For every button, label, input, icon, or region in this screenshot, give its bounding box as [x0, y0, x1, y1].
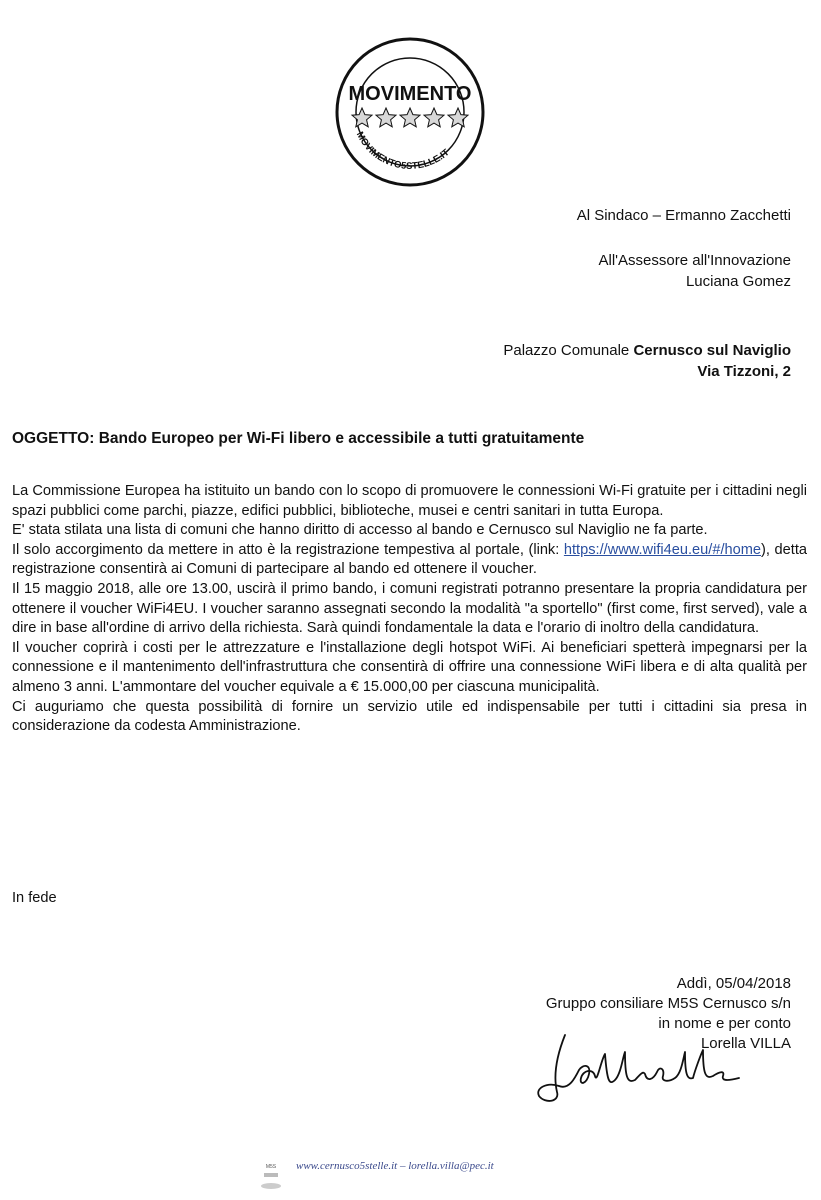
- recipient-assessor: [599, 250, 792, 292]
- svg-text:M5S: M5S: [265, 1164, 277, 1170]
- body-paragraph-6: Ci auguriamo che questa possibilità di fornire un servizio utile ed indispensabile per tutti i cittadini sia presa in considerazione da codesta Amministrazione.: [12, 698, 807, 735]
- recipient-line-2: All'Assessore all'Innovazione: [598, 252, 791, 269]
- recipient-mayor: [577, 205, 791, 226]
- recipient-address: [503, 340, 791, 382]
- role-line: in nome e per conto: [658, 1015, 791, 1032]
- body-paragraph-1: La Commissione Europea ha istituito un bando con lo scopo di promuovere le connessioni Wi-Fi gratuite per i cittadini negli spazi pubblici come parchi, piazze, edifici pubblici, biblioteche, musei e centri sanitari in tutta Europa.: [12, 483, 807, 519]
- body-paragraph-2: E' stata stilata una lista di comuni che hanno diritto di accesso al bando e Cernusco sul Naviglio ne fa parte.: [12, 522, 708, 539]
- date-line: Addì, 05/04/2018: [676, 975, 791, 992]
- m5s-logo-icon: [334, 36, 486, 188]
- letter-body: [12, 482, 807, 737]
- recipient-line-3: Luciana Gomez: [685, 273, 791, 290]
- footer-contacts: www.cernusco5stelle.it – lorella.villa@pec.it: [296, 1160, 494, 1172]
- logo-word: MOVIMENTO: [348, 83, 472, 105]
- logo-ring-text: MOVIMENTO5STELLE.IT: [353, 129, 452, 172]
- wifi4eu-link[interactable]: https://www.wifi4eu.eu/#/home: [563, 541, 762, 558]
- group-line: Gruppo consiliare M5S Cernusco s/n: [545, 995, 791, 1012]
- address-prefix: Palazzo Comunale: [503, 342, 634, 359]
- recipient-line-1: Al Sindaco – Ermanno Zacchetti: [576, 207, 791, 224]
- address-street: Via Tizzoni, 2: [697, 363, 791, 380]
- body-paragraph-3: [12, 541, 807, 580]
- body-p3-before: Il solo accorgimento da mettere in atto è la registrazione tempestiva al portale, (link:: [12, 541, 564, 558]
- closing-text: In fede: [12, 890, 57, 906]
- address-town: Cernusco sul Naviglio: [633, 342, 791, 359]
- signer-name: Lorella VILLA: [700, 1035, 791, 1052]
- handwritten-signature: [535, 1030, 745, 1110]
- body-paragraph-4: Il 15 maggio 2018, alle ore 13.00, uscirà il primo bando, i comuni registrati potranno presentare la propria candidatura per ottenere il voucher WiFi4EU. I voucher saranno assegnati secondo la modalità "a sportello" (first come, first served), vale a dire in base all'ordine di arrivo della richiesta. Sarà quindi fondamentale la data e l'orario di inoltro della candidatura.: [12, 580, 807, 637]
- letter-subject: OGGETTO: Bando Europeo per Wi-Fi libero e accessibile a tutti gratuitamente: [12, 430, 585, 447]
- body-paragraph-5: Il voucher coprirà i costi per le attrezzature e l'installazione degli hotspot WiFi. Ai beneficiari spetterà impegnarsi per la connessione e il mantenimento dell'infrastruttura che consentirà di offrire una connessione WiFi libera e di alta qualità per almeno 3 anni. L'ammontare del voucher equivale a € 15.000,00 per ciascuna municipalità.: [12, 639, 807, 695]
- body-p3-after: ), detta registrazione consentirà ai Comuni di partecipare al bando ed ottenere il voucher.: [12, 541, 807, 578]
- m5s-small-mark-icon: [258, 1160, 284, 1190]
